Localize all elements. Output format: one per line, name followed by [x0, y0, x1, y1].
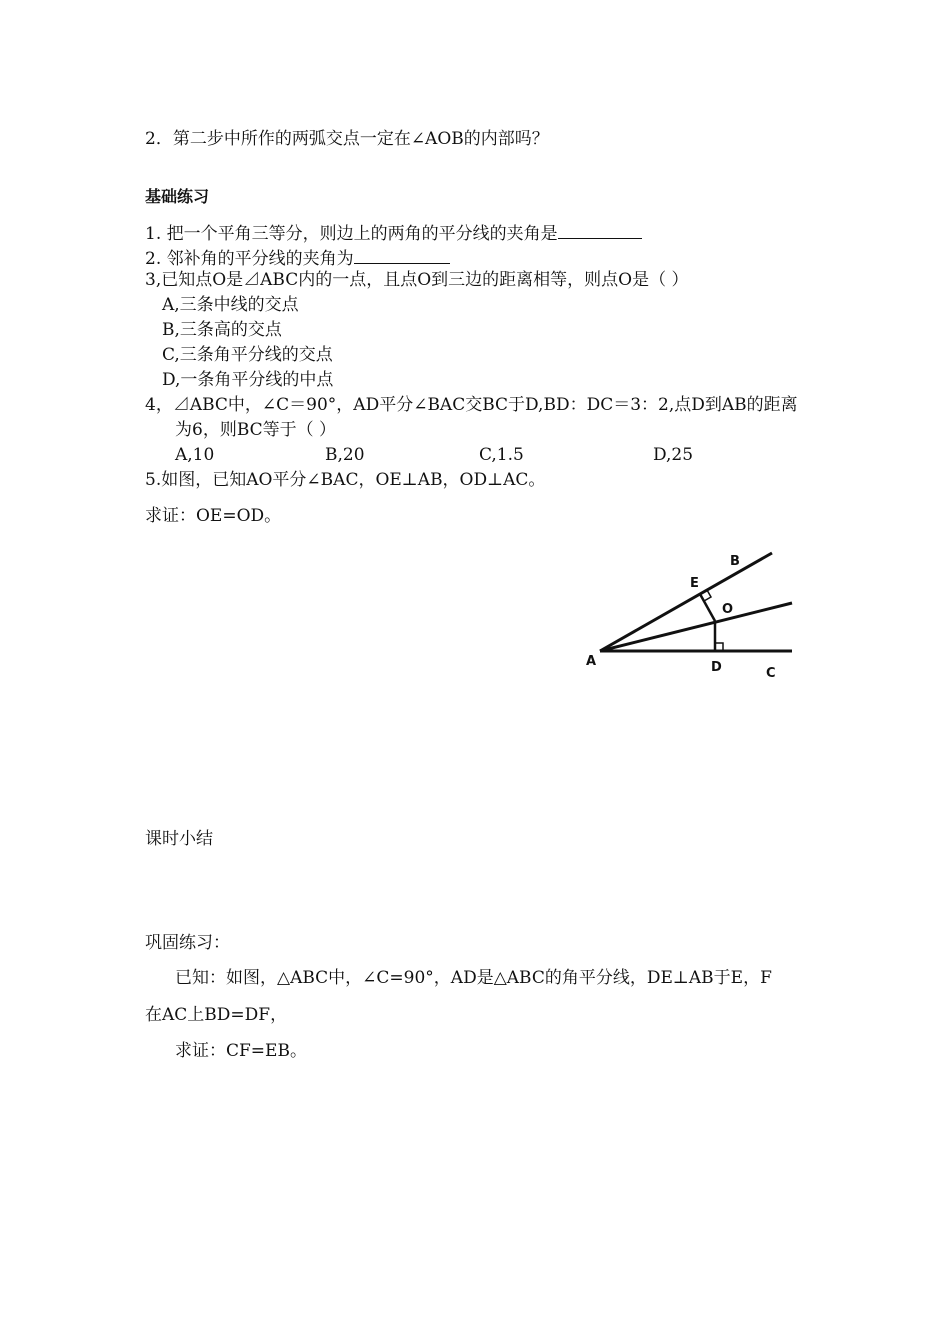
- q3-option-b: B,三条高的交点: [162, 320, 282, 340]
- practice-q2-text: 2. 邻补角的平分线的夹角为: [145, 249, 354, 269]
- label-c: C: [766, 666, 776, 681]
- answer-blank: [354, 245, 450, 264]
- q4-option-c: C,1.5: [479, 445, 524, 465]
- consolidation-line2: 在AC上BD=DF，: [145, 1005, 288, 1025]
- label-e: E: [690, 576, 699, 591]
- q4-options: [175, 444, 693, 466]
- q4-option-d: D,25: [653, 445, 694, 465]
- ray-ab: [600, 553, 772, 651]
- q3-option-c: C,三条角平分线的交点: [162, 345, 333, 365]
- label-a: A: [586, 654, 597, 669]
- practice-q4-line2: 为6，则BC等于（ ）: [175, 420, 337, 440]
- angle-bisector-figure: [580, 545, 810, 690]
- practice-q1-text: 1. 把一个平角三等分，则边上的两角的平分线的夹角是: [145, 224, 558, 244]
- answer-blank: [558, 220, 642, 239]
- label-o: O: [722, 602, 734, 617]
- practice-q5: 5.如图，已知AO平分∠BAC，OE⊥AB，OD⊥AC。: [145, 470, 546, 490]
- q3-option-d: D,一条角平分线的中点: [162, 370, 334, 390]
- bisector-ao: [600, 603, 792, 651]
- practice-q5-prove: 求证：OE=OD。: [145, 506, 282, 526]
- practice-q4-line1: 4，⊿ABC中，∠C＝90°，AD平分∠BAC交BC于D,BD：DC＝3：2,点D到AB的距离: [145, 395, 798, 415]
- q4-option-a: A,10: [175, 445, 215, 465]
- q4-option-b: B,20: [325, 445, 365, 465]
- consolidation-heading: 巩固练习：: [145, 933, 230, 953]
- consolidation-line1: 已知：如图，△ABC中，∠C=90°，AD是△ABC的角平分线，DE⊥AB于E，F: [175, 968, 772, 988]
- segment-oe: [700, 594, 715, 621]
- practice-q3: 3,已知点O是⊿ABC内的一点，且点O到三边的距离相等，则点O是（ ）: [145, 270, 689, 290]
- question-2: 2．第二步中所作的两弧交点一定在∠AOB的内部吗？: [145, 129, 549, 149]
- q3-option-a: A,三条中线的交点: [162, 295, 299, 315]
- label-b: B: [730, 554, 740, 569]
- consolidation-prove: 求证：CF=EB。: [175, 1041, 307, 1061]
- basic-practice-heading: 基础练习: [145, 187, 210, 206]
- summary-heading: 课时小结: [145, 829, 213, 849]
- practice-q2: [145, 245, 450, 270]
- label-d: D: [711, 660, 722, 675]
- practice-q1: [145, 220, 642, 245]
